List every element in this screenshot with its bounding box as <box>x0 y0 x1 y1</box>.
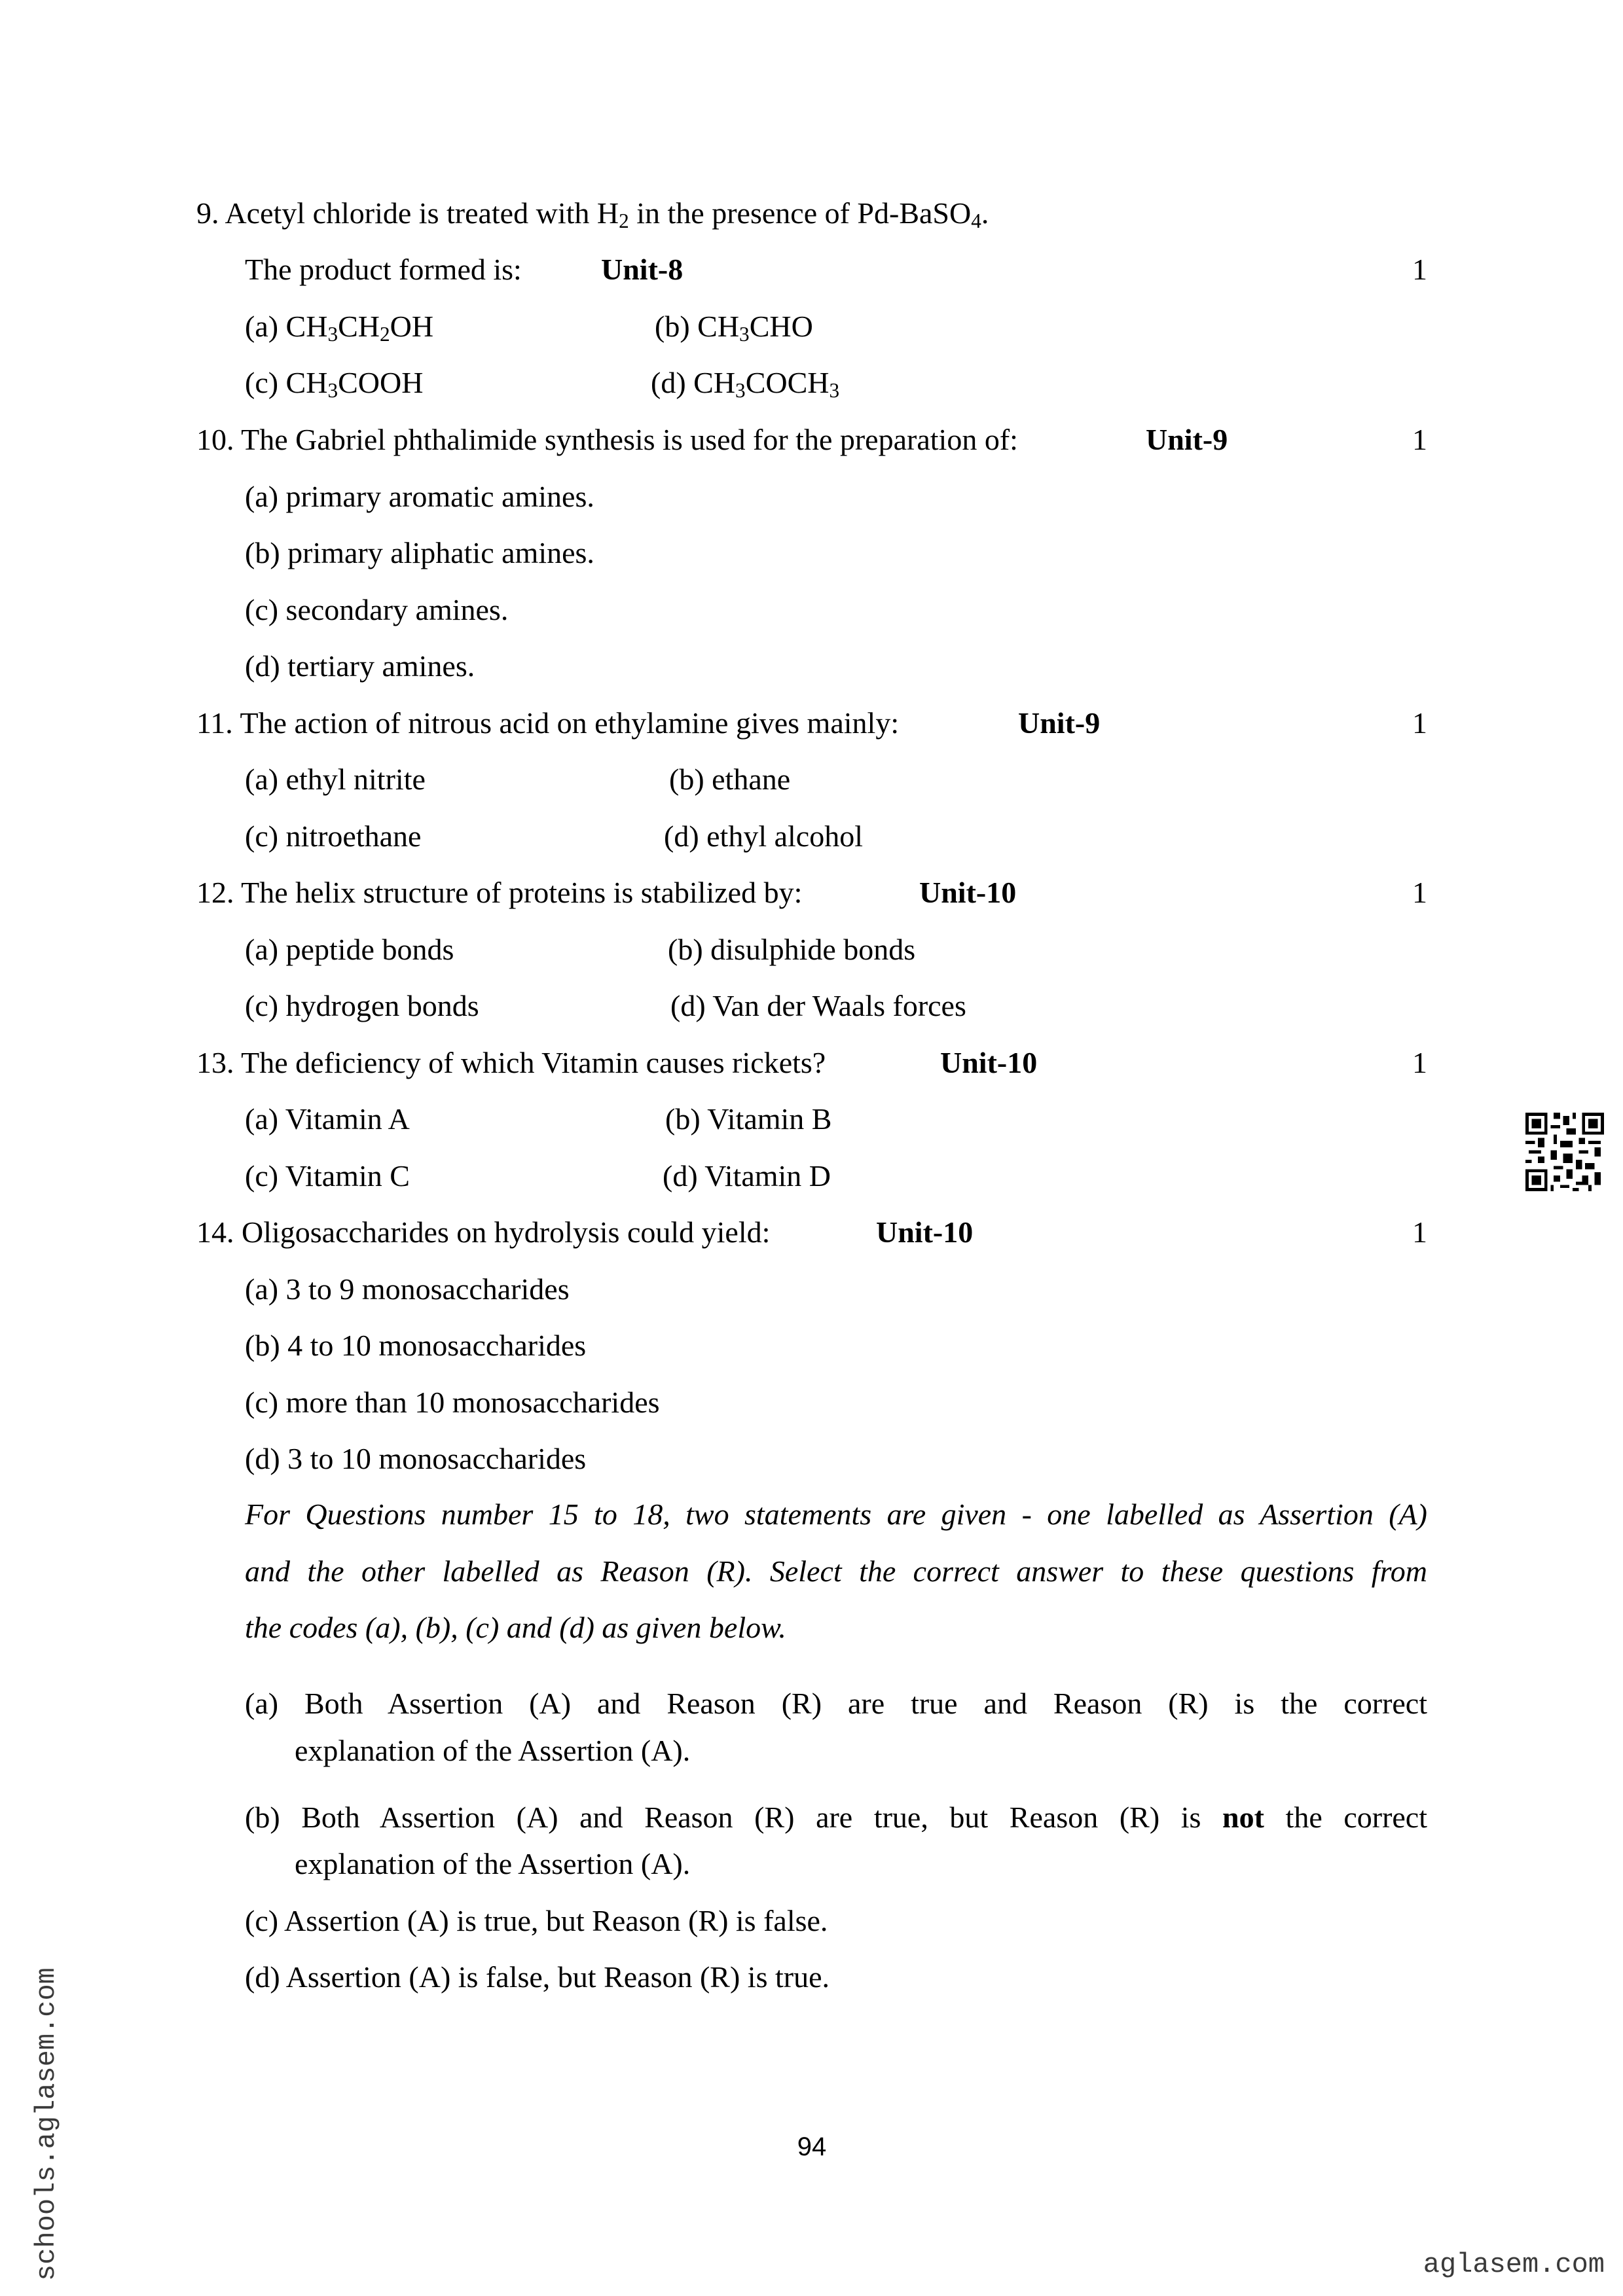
q11-option-c: (c) nitroethane <box>245 819 422 853</box>
q9-option-b: (b) $CH_3CHO$ <box>655 310 813 346</box>
code-b-not: not <box>1222 1801 1264 1834</box>
q13-unit: Unit-10 <box>940 1046 1038 1079</box>
instruction-line-1: For Questions number 15 to 18, two statements are given - one labelled as Assertion (A) <box>245 1498 1427 1531</box>
code-c: (c) Assertion (A) is true, but Reason (R) is false. <box>245 1904 828 1937</box>
q13-stem: 13. The deficiency of which Vitamin causes rickets? <box>196 1046 826 1079</box>
q12-option-c: (c) hydrogen bonds <box>245 989 479 1022</box>
code-b-line-1: (b) Both Assertion (A) and Reason (R) are true, but Reason (R) is not the correct <box>245 1801 1428 1834</box>
instruction-line-2: and the other labelled as Reason (R). Select the correct answer to these questions from <box>245 1554 1427 1588</box>
code-b-line-2: explanation of the Assertion (A). <box>295 1847 691 1880</box>
q14-option-c: (c) more than 10 monosaccharides <box>245 1386 660 1419</box>
q10-option-a: (a) primary aromatic amines. <box>245 480 594 513</box>
q10-option-b: (b) primary aliphatic amines. <box>245 536 594 569</box>
q11-option-a: (a) ethyl nitrite <box>245 762 426 796</box>
watermark-bottom: aglasem.com <box>1423 2249 1605 2280</box>
q11-option-b: (b) ethane <box>669 762 791 796</box>
q12-option-d: (d) Van der Waals forces <box>670 989 966 1022</box>
q12-option-a: (a) peptide bonds <box>245 933 454 966</box>
q14-marks: 1 <box>1412 1215 1427 1249</box>
q12-stem: 12. The helix structure of proteins is stabilized by: <box>196 876 803 909</box>
q14-option-d: (d) 3 to 10 monosaccharides <box>245 1442 587 1475</box>
q12-unit: Unit-10 <box>919 876 1017 909</box>
q13-marks: 1 <box>1412 1046 1427 1079</box>
q10-stem: 10. The Gabriel phthalimide synthesis is used for the preparation of: <box>196 423 1018 456</box>
q10-option-d: (d) tertiary amines. <box>245 649 475 683</box>
q9-option-c: (c) $CH_3COOH$ <box>245 366 424 402</box>
instruction-line-3: the codes (a), (b), (c) and (d) as given below. <box>245 1611 786 1645</box>
q11-marks: 1 <box>1412 706 1427 740</box>
q12-marks: 1 <box>1412 876 1427 909</box>
q11-unit: Unit-9 <box>1018 706 1101 740</box>
q10-option-c: (c) secondary amines. <box>245 593 509 626</box>
q14-unit: Unit-10 <box>876 1215 974 1249</box>
q11-option-d: (d) ethyl alcohol <box>664 819 864 853</box>
q14-option-a: (a) 3 to 9 monosaccharides <box>245 1272 570 1306</box>
q12-option-b: (b) disulphide bonds <box>668 933 916 966</box>
q13-option-c: (c) Vitamin C <box>245 1159 410 1193</box>
watermark-side: schools.aglasem.com <box>31 1967 62 2281</box>
q10-marks: 1 <box>1412 423 1427 456</box>
q9-stem: 9. Acetyl chloride is treated with $H_2$ in the presence of Pd-BaSO$_4$. <box>196 196 989 232</box>
code-a-line-1: (a) Both Assertion (A) and Reason (R) are true and Reason (R) is the correct <box>245 1687 1427 1720</box>
q9-option-a: (a) $CH_3CH_2OH$ <box>245 310 434 346</box>
q13-option-b: (b) Vitamin B <box>665 1102 832 1136</box>
q9-unit: Unit-8 <box>601 253 684 286</box>
assertion-reason-instruction <box>245 1486 1427 1657</box>
qr-code-icon <box>1525 1113 1604 1191</box>
q9-option-d: (d) $CH_3COCH_3$ <box>651 366 840 402</box>
code-a-line-2: explanation of the Assertion (A). <box>295 1734 691 1767</box>
q9-marks: 1 <box>1412 253 1427 286</box>
q13-option-d: (d) Vitamin D <box>663 1159 831 1193</box>
q14-option-b: (b) 4 to 10 monosaccharides <box>245 1329 587 1362</box>
q13-option-a: (a) Vitamin A <box>245 1102 410 1136</box>
page-number: 94 <box>797 2132 827 2161</box>
q9-stem-line2: The product formed is: <box>245 253 522 286</box>
q11-stem: 11. The action of nitrous acid on ethylamine gives mainly: <box>196 706 900 740</box>
code-d: (d) Assertion (A) is false, but Reason (R) is true. <box>245 1960 830 1994</box>
q14-stem: 14. Oligosaccharides on hydrolysis could yield: <box>196 1215 771 1249</box>
q10-unit: Unit-9 <box>1146 423 1228 456</box>
